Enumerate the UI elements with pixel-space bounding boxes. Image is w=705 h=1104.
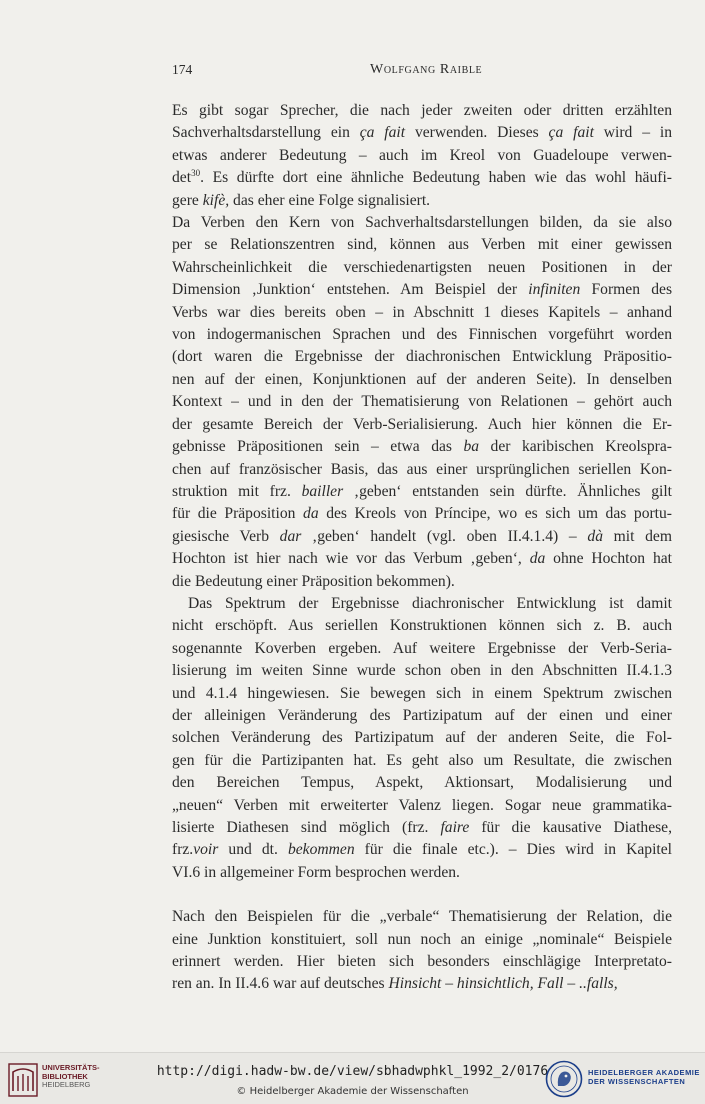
paragraph bbox=[172, 100, 672, 212]
university-name-line-1: UNIVERSITÄTS- bbox=[42, 1063, 100, 1072]
text-line: lisierte Diathesen sind möglich (frz. faire für die kausative Diathese, bbox=[172, 819, 673, 836]
university-library-logo-icon[interactable] bbox=[8, 1063, 38, 1097]
text-line: Es gibt sogar Sprecher, die nach jeder zweiten oder dritten erzählten bbox=[172, 102, 672, 119]
university-name-line-2: BIBLIOTHEK bbox=[42, 1071, 88, 1081]
text-line: die Bedeutung einer Präposition bekommen). bbox=[172, 572, 455, 590]
text-line: nen auf der einen, Konjunktionen auf der anderen Seite). In denselben bbox=[172, 370, 672, 388]
text-line: chen auf französischer Basis, das aus einer ursprünglichen seriellen Kon- bbox=[172, 460, 672, 478]
text-line: struktion mit frz. bailler ‚geben‘ entstanden sein dürfte. Ähnliches gilt bbox=[172, 482, 672, 500]
body-text bbox=[172, 100, 672, 996]
academy-seal-icon[interactable] bbox=[545, 1060, 583, 1098]
text-line: Das Spektrum der Ergebnisse diachronischer Entwicklung ist damit bbox=[188, 594, 672, 612]
academy-name-line-2: DER WISSENSCHAFTEN bbox=[588, 1077, 686, 1086]
text-line: gebnisse Präpositionen sein – etwa das ba der karibischen Kreolspra- bbox=[172, 438, 672, 456]
document-url-link[interactable]: http://digi.hadw-bw.de/view/sbhadwphkl_1992_2/0176 bbox=[156, 1064, 549, 1079]
text-line: Da Verben den Kern von Sachverhaltsdarstellungen bilden, da sie also bbox=[172, 214, 672, 232]
copyright-notice: © Heidelberger Akademie der Wissenschaften bbox=[236, 1086, 469, 1097]
text-line: sogenannte Koverben ergeben. Auf weitere Ergebnisse der Verb-Seria- bbox=[172, 639, 672, 657]
text-line: Wahrscheinlichkeit die verschiedenartigsten neuen Positionen in der bbox=[172, 258, 672, 276]
text-line: erinnert werden. Hier bieten sich besonders einschlägige Interpretato- bbox=[172, 953, 672, 971]
paragraph bbox=[172, 593, 672, 884]
text-line: solchen Veränderung des Partizipatum auf der anderen Seite, die Fol- bbox=[172, 729, 672, 747]
text-line: eine Junktion konstituiert, soll nun noch an einige „nominale“ Beispiele bbox=[172, 930, 672, 948]
text-line: (dort waren die Ergebnisse der diachronischen Entwicklung Präpositio- bbox=[172, 348, 672, 366]
academy-name[interactable] bbox=[588, 1068, 700, 1086]
text-line: per se Relationszentren sind, können aus Verben mit einer gewissen bbox=[172, 236, 672, 254]
text-line: gere kifè, das eher eine Folge signalisiert. bbox=[172, 191, 431, 209]
academy-name-line-1: HEIDELBERGER AKADEMIE bbox=[588, 1068, 700, 1077]
text-line: nicht erschöpft. Aus seriellen Konstruktionen können sich z. B. auch bbox=[172, 617, 672, 635]
text-line: ren an. In II.4.6 war auf deutsches Hinsicht – hinsichtlich, Fall – ..falls, bbox=[172, 975, 618, 993]
text-line: giesische Verb dar ‚geben‘ handelt (vgl. oben II.4.1.4) – dà mit dem bbox=[172, 527, 672, 545]
text-line: Nach den Beispielen für die „verbale“ Thematisierung der Relation, die bbox=[172, 908, 672, 926]
page-number: 174 bbox=[172, 62, 193, 77]
text-line: der alleinigen Veränderung des Partizipatum auf der einen und einer bbox=[172, 706, 672, 724]
text-line: von indogermanischen Sprachen und des Finnischen vorgeführt worden bbox=[172, 326, 672, 344]
text-line: Sachverhaltsdarstellung ein ça fait verwenden. Dieses ça fait wird – in bbox=[172, 124, 672, 142]
text-line: Hochton ist hier nach wie vor das Verbum ‚geben‘, da ohne Hochton hat bbox=[172, 550, 672, 568]
paragraph bbox=[172, 906, 672, 996]
text-line: der gesamte Bereich der Verb-Serialisierung. Auch hier können die Er- bbox=[172, 415, 672, 433]
university-library-name[interactable] bbox=[42, 1064, 100, 1090]
text-line: den Bereichen Tempus, Aspekt, Aktionsart, Modalisierung und bbox=[172, 774, 672, 792]
paragraph bbox=[172, 212, 672, 593]
text-line: „neuen“ Verben mit erweiterter Valenz liegen. Sogar neue grammatika- bbox=[172, 796, 672, 814]
running-head-author: Wolfgang Raible bbox=[370, 62, 483, 77]
text-line: Verbs war dies bereits oben – in Abschnitt 1 dieses Kapitels – anhand bbox=[172, 303, 672, 321]
text-line: $\det^{30}$. Es dürfte dort eine ähnliche Bedeutung haben wie das wohl häufi- bbox=[172, 168, 672, 187]
text-line: frz.voir und dt. bekommen für die finale etc.). – Dies wird in Kapitel bbox=[172, 841, 672, 859]
text-line: für die Präposition da des Kreols von Príncipe, wo es sich um das portu- bbox=[172, 505, 673, 523]
university-name-line-3: HEIDELBERG bbox=[42, 1080, 91, 1089]
text-line: gen für die Partizipanten hat. Es geht also um Resultate, die zwischen bbox=[172, 751, 672, 769]
text-line: etwas anderer Bedeutung – auch im Kreol von Guadeloupe verwen- bbox=[172, 146, 672, 164]
paragraph-gap bbox=[172, 884, 672, 906]
text-line: lisierung im weiten Sinne wurde schon oben in den Abschnitten II.4.1.3 bbox=[172, 662, 672, 680]
text-line: und 4.1.4 hingewiesen. Sie bewegen sich in einem Spektrum zwischen bbox=[172, 684, 672, 702]
viewer-footer bbox=[0, 1052, 705, 1104]
running-head bbox=[172, 62, 672, 82]
text-line: Kontext – und in den der Thematisierung von Relationen – gehört auch bbox=[172, 393, 672, 411]
text-line: VI.6 in allgemeiner Form besprochen werden. bbox=[172, 863, 460, 881]
text-line: Dimension ‚Junktion‘ entstehen. Am Beispiel der infiniten Formen des bbox=[172, 281, 673, 299]
